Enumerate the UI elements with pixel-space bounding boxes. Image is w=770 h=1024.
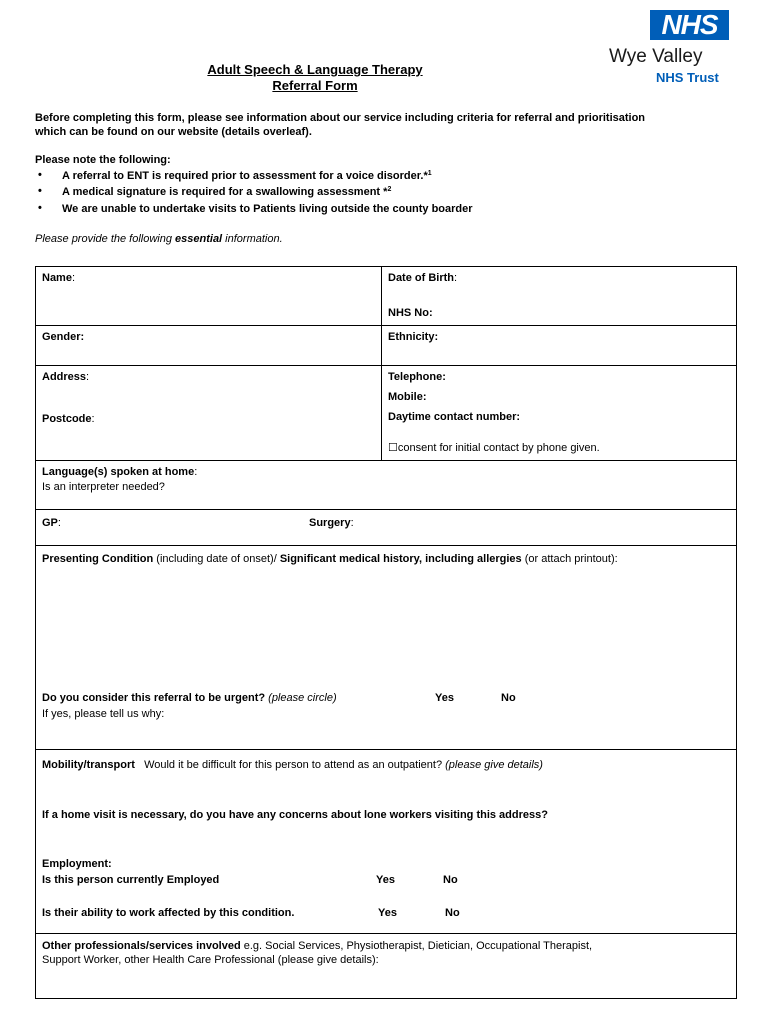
consent-label: consent for initial contact by phone given.: [397, 442, 600, 454]
org-trust: NHS Trust: [656, 70, 719, 85]
surgery-label: Surgery: [309, 517, 351, 529]
gender-label: Gender:: [42, 331, 85, 343]
work-affected-question: Is their ability to work affected by this condition.: [42, 907, 295, 919]
intro-line-2: which can be found on our website (details overleaf).: [35, 126, 312, 138]
essential-note: Please provide the following essential information.: [35, 233, 283, 245]
work-no-option[interactable]: No: [445, 907, 460, 919]
bullet-icon: •: [38, 202, 42, 214]
dob-label: Date of Birth: [388, 272, 454, 284]
language-label: Language(s) spoken at home: [42, 466, 195, 478]
form-subtitle: Referral Form: [272, 78, 358, 93]
bullet-icon: •: [38, 185, 42, 197]
other-professionals-details: Support Worker, other Health Care Professional (please give details):: [42, 954, 379, 966]
address-label: Address: [42, 371, 87, 383]
urgent-no-option[interactable]: No: [501, 692, 516, 704]
telephone-label: Telephone:: [388, 371, 446, 383]
note-item: A medical signature is required for a swallowing assessment *$^2$: [62, 186, 392, 198]
employed-question: Is this person currently Employed: [42, 874, 220, 886]
mobility-label: Mobility/transport: [42, 759, 135, 771]
consent-checkbox[interactable]: ☐: [388, 442, 398, 454]
history-label: Significant medical history, including allergies: [279, 553, 522, 565]
name-cell[interactable]: Name:: [36, 267, 382, 326]
presenting-label: Presenting Condition: [42, 553, 154, 565]
gender-cell[interactable]: [36, 326, 382, 366]
dob-cell[interactable]: Date of Birth: NHS No:: [382, 267, 737, 326]
other-professionals-cell[interactable]: Other professionals/services involved e.g. Social Services, Physiotherapist, Dietician, Occupational Therapist, Support Worker, other Health Care Professional (please give details):: [36, 934, 737, 999]
urgent-why-label: If yes, please tell us why:: [42, 708, 165, 720]
home-visit-question: If a home visit is necessary, do you have any concerns about lone workers visiting this address?: [42, 809, 548, 821]
nhs-no-label: NHS No:: [388, 307, 433, 319]
nhs-logo: NHS: [650, 10, 729, 40]
urgent-question: Do you consider this referral to be urgent?: [42, 692, 266, 704]
interpreter-label: Is an interpreter needed?: [42, 481, 165, 493]
note-heading: Please note the following:: [35, 154, 171, 166]
ethnicity-label: Ethnicity:: [388, 331, 439, 343]
intro-line-1: Before completing this form, please see information about our service including criteria for referral and prioritisation: [35, 112, 646, 124]
presenting-condition-cell[interactable]: Presenting Condition (including date of onset)/ Significant medical history, including allergies (or attach printout): Do you consider this referral to be urgent? (please circle) Yes No If yes, please tell us why:: [36, 546, 737, 750]
gp-cell[interactable]: GP: Surgery:: [36, 510, 737, 546]
mobile-label: Mobile:: [388, 391, 427, 403]
form-title: Adult Speech & Language Therapy: [207, 62, 423, 77]
bullet-icon: •: [38, 169, 42, 181]
note-item: A referral to ENT is required prior to assessment for a voice disorder.*$^1$: [62, 170, 432, 182]
mobility-cell[interactable]: Mobility/transport Would it be difficult for this person to attend as an outpatient? (please give details) If a home visit is necessary, do you have any concerns about lone workers visiting this address? Employment: Is this person currently Employed Yes No Is their ability to work affected by this condition. Yes No: [36, 750, 737, 934]
employed-yes-option[interactable]: Yes: [376, 874, 395, 886]
daytime-label: Daytime contact number:: [388, 411, 521, 423]
postcode-label: Postcode: [42, 413, 92, 425]
referral-form-table: [35, 266, 737, 999]
language-cell[interactable]: Language(s) spoken at home: Is an interpreter needed?: [36, 461, 737, 510]
name-label: Name: [42, 272, 72, 284]
address-cell[interactable]: Address: Postcode:: [36, 366, 382, 461]
org-name: Wye Valley: [609, 46, 703, 67]
employed-no-option[interactable]: No: [443, 874, 458, 886]
work-yes-option[interactable]: Yes: [378, 907, 397, 919]
urgent-yes-option[interactable]: Yes: [435, 692, 454, 704]
gp-label: GP: [42, 517, 58, 529]
other-professionals-label: Other professionals/services involved: [42, 940, 241, 952]
employment-label: Employment:: [42, 858, 112, 870]
ethnicity-cell[interactable]: [382, 326, 737, 366]
note-item: We are unable to undertake visits to Patients living outside the county boarder: [62, 203, 473, 215]
contact-cell[interactable]: [382, 366, 737, 461]
